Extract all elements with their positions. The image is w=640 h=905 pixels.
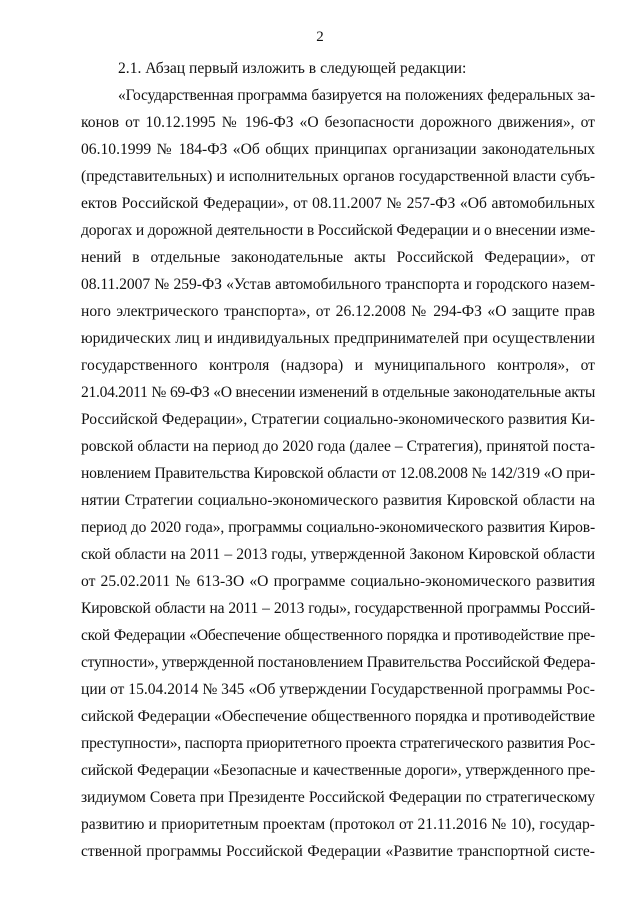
text-line: сийской Федерации «Безопасные и качественные дороги», утвержденного пре- (81, 762, 595, 779)
text-line: государственного контроля (надзора) и муниципального контроля», от (81, 357, 595, 374)
text-line: ровской области на период до 2020 года (далее – Стратегия), принятой поста- (81, 438, 595, 455)
text-line: дорогах и дорожной деятельности в Российской Федерации и о внесении изме- (81, 222, 595, 239)
paragraph-heading: 2.1. Абзац первый изложить в следующей редакции: (118, 60, 467, 77)
text-line: (представительных) и исполнительных органов государственной власти субъ- (81, 168, 595, 185)
text-line: новлением Правительства Кировской области от 12.08.2008 № 142/319 «О при- (81, 465, 595, 482)
text-line: зидиумом Совета при Президенте Российской Федерации по стратегическому (81, 789, 595, 806)
text-line: 06.10.1999 № 184-ФЗ «Об общих принципах организации законодательных (81, 141, 595, 158)
text-line: от 25.02.2011 № 613-ЗО «О программе социально-экономического развития (81, 573, 595, 590)
text-line: ственной программы Российской Федерации «Развитие транспортной систе- (81, 843, 595, 860)
text-line: 08.11.2007 № 259-ФЗ «Устав автомобильного транспорта и городского назем- (81, 276, 595, 293)
text-line: «Государственная программа базируется на положениях федеральных за- (118, 87, 595, 104)
text-line: нятии Стратегии социально-экономического развития Кировской области на (81, 492, 595, 509)
page-number: 2 (316, 29, 324, 45)
text-line: 21.04.2011 № 69-ФЗ «О внесении изменений в отдельные законодательные акты (81, 384, 595, 401)
text-line: ектов Российской Федерации», от 08.11.2007 № 257-ФЗ «Об автомобильных (81, 195, 595, 212)
text-line: преступности», паспорта приоритетного проекта стратегического развития Рос- (81, 735, 595, 752)
text-line: конов от 10.12.1995 № 196-ФЗ «О безопасности дорожного движения», от (81, 114, 595, 131)
text-line: ской области на 2011 – 2013 годы, утвержденной Законом Кировской области (81, 546, 595, 563)
text-line: ской Федерации «Обеспечение общественного порядка и противодействие пре- (81, 627, 595, 644)
text-line: Кировской области на 2011 – 2013 годы», государственной программы Россий- (81, 600, 595, 617)
text-line: нений в отдельные законодательные акты Российской Федерации», от (81, 249, 595, 266)
text-line: сийской Федерации «Обеспечение общественного порядка и противодействие (81, 708, 595, 725)
text-line: ции от 15.04.2014 № 345 «Об утверждении Государственной программы Рос- (81, 681, 595, 698)
text-line: Российской Федерации», Стратегии социально-экономического развития Ки- (81, 411, 595, 428)
text-line: ного электрического транспорта», от 26.12.2008 № 294-ФЗ «О защите прав (81, 303, 595, 320)
text-line: юридических лиц и индивидуальных предпринимателей при осуществлении (81, 330, 595, 347)
text-line: развитию и приоритетным проектам (протокол от 21.11.2016 № 10), государ- (81, 816, 595, 833)
text-line: период до 2020 года», программы социально-экономического развития Киров- (81, 519, 595, 536)
text-line: ступности», утвержденной постановлением Правительства Российской Федера- (81, 654, 596, 671)
